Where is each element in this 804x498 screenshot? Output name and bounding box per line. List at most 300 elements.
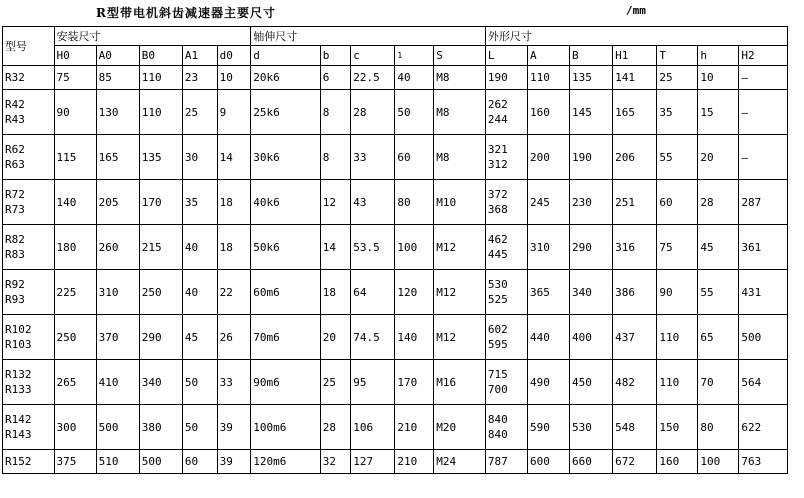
cell-value: 482 bbox=[615, 375, 636, 389]
cell-value: — bbox=[741, 71, 748, 84]
cell-value: 50k6 bbox=[253, 240, 280, 254]
cell-value: 64 bbox=[353, 285, 367, 299]
model-name: R143 bbox=[5, 428, 32, 441]
cell-value: 35 bbox=[659, 105, 673, 119]
value-cell bbox=[613, 450, 657, 474]
value-cell bbox=[739, 66, 788, 90]
cell-value: 28 bbox=[353, 105, 367, 119]
table-row bbox=[3, 66, 788, 90]
cell-value: 85 bbox=[98, 71, 112, 84]
value-cell bbox=[485, 225, 527, 270]
column-header-label: 1 bbox=[397, 51, 403, 60]
cell-value: 310 bbox=[529, 240, 550, 254]
value-cell bbox=[613, 225, 657, 270]
value-cell bbox=[613, 180, 657, 225]
cell-value: 115 bbox=[56, 150, 77, 164]
cell-value: 215 bbox=[141, 240, 162, 254]
value-cell bbox=[320, 315, 351, 360]
column-header: A bbox=[527, 46, 569, 66]
cell-value: 440 bbox=[529, 330, 550, 344]
value-cell bbox=[139, 315, 182, 360]
table-row bbox=[3, 450, 788, 474]
value-cell bbox=[320, 225, 351, 270]
cell-value: 365 bbox=[529, 285, 550, 299]
value-cell bbox=[395, 66, 434, 90]
cell-value: 340 bbox=[572, 285, 592, 299]
model-cell bbox=[3, 360, 55, 405]
cell-value: 25 bbox=[659, 71, 673, 84]
table-row bbox=[3, 90, 788, 135]
value-cell bbox=[320, 66, 351, 90]
cell-value: 45 bbox=[184, 330, 199, 344]
value-cell bbox=[434, 66, 486, 90]
cell-value: 43 bbox=[353, 195, 367, 209]
cell-value: 40k6 bbox=[253, 195, 280, 209]
value-cell bbox=[570, 405, 613, 450]
value-cell bbox=[251, 180, 320, 225]
value-cell bbox=[485, 360, 527, 405]
cell-value: 20k6 bbox=[253, 71, 280, 84]
value-cell bbox=[251, 66, 320, 90]
value-cell bbox=[217, 225, 251, 270]
cell-value: 530 bbox=[572, 420, 592, 434]
value-cell bbox=[657, 270, 698, 315]
value-cell bbox=[351, 270, 395, 315]
value-cell bbox=[527, 360, 569, 405]
value-cell bbox=[139, 90, 182, 135]
value-cell bbox=[251, 360, 320, 405]
value-cell bbox=[251, 450, 320, 474]
value-cell bbox=[217, 315, 251, 360]
column-header-row bbox=[3, 46, 788, 66]
cell-value: 70m6 bbox=[253, 330, 280, 344]
model-name: R72 bbox=[5, 188, 25, 201]
value-cell bbox=[54, 360, 96, 405]
value-cell bbox=[739, 315, 788, 360]
cell-value: 660 bbox=[572, 455, 592, 468]
cell-value: 190 bbox=[572, 150, 592, 164]
value-cell bbox=[54, 180, 96, 225]
cell-value: 290 bbox=[141, 330, 162, 344]
value-cell bbox=[657, 450, 698, 474]
cell-value: 180 bbox=[56, 240, 77, 254]
cell-value: 30 bbox=[184, 150, 199, 164]
cell-value: 602 bbox=[487, 323, 508, 336]
value-cell bbox=[570, 225, 613, 270]
cell-value: M8 bbox=[436, 105, 450, 119]
value-cell bbox=[613, 405, 657, 450]
model-cell bbox=[3, 180, 55, 225]
model-cell bbox=[3, 135, 55, 180]
cell-value: 368 bbox=[487, 203, 508, 216]
cell-value: — bbox=[741, 150, 748, 164]
value-cell bbox=[217, 135, 251, 180]
cell-value: 310 bbox=[98, 285, 119, 299]
cell-value: 26 bbox=[219, 330, 233, 344]
cell-value: 462 bbox=[487, 233, 508, 246]
cell-value: 110 bbox=[141, 71, 162, 84]
cell-value: 564 bbox=[741, 375, 762, 389]
value-cell bbox=[570, 90, 613, 135]
value-cell bbox=[182, 225, 217, 270]
value-cell bbox=[96, 360, 139, 405]
cell-value: 30k6 bbox=[253, 150, 280, 164]
cell-value: M12 bbox=[436, 240, 457, 254]
cell-value: 110 bbox=[659, 375, 680, 389]
value-cell bbox=[570, 315, 613, 360]
cell-value: 500 bbox=[98, 420, 119, 434]
cell-value: 245 bbox=[529, 195, 550, 209]
column-header: H2 bbox=[739, 46, 788, 66]
value-cell bbox=[613, 315, 657, 360]
value-cell bbox=[217, 90, 251, 135]
column-header: L bbox=[485, 46, 527, 66]
value-cell bbox=[182, 66, 217, 90]
cell-value: 840 bbox=[487, 413, 508, 426]
model-cell bbox=[3, 450, 55, 474]
cell-value: 70 bbox=[700, 375, 714, 389]
value-cell bbox=[613, 135, 657, 180]
cell-value: 100 bbox=[700, 455, 721, 468]
value-cell bbox=[434, 180, 486, 225]
value-cell bbox=[698, 180, 739, 225]
value-cell bbox=[96, 66, 139, 90]
value-cell bbox=[739, 270, 788, 315]
value-cell bbox=[217, 450, 251, 474]
value-cell bbox=[485, 405, 527, 450]
value-cell bbox=[217, 66, 251, 90]
value-cell bbox=[395, 405, 434, 450]
value-cell bbox=[698, 360, 739, 405]
model-name: R73 bbox=[5, 203, 25, 216]
value-cell bbox=[570, 180, 613, 225]
value-cell bbox=[351, 135, 395, 180]
model-name: R103 bbox=[5, 338, 32, 351]
cell-value: 6 bbox=[322, 71, 330, 84]
cell-value: 120 bbox=[397, 285, 418, 299]
value-cell bbox=[698, 315, 739, 360]
cell-value: 160 bbox=[659, 455, 680, 468]
value-cell bbox=[96, 270, 139, 315]
value-cell bbox=[54, 225, 96, 270]
cell-value: 90m6 bbox=[253, 375, 280, 389]
value-cell bbox=[139, 270, 182, 315]
column-header: B bbox=[570, 46, 613, 66]
cell-value: 225 bbox=[56, 285, 77, 299]
value-cell bbox=[570, 270, 613, 315]
table-row bbox=[3, 270, 788, 315]
value-cell bbox=[739, 405, 788, 450]
value-cell bbox=[320, 180, 351, 225]
value-cell bbox=[657, 180, 698, 225]
cell-value: 60 bbox=[397, 150, 411, 164]
column-header: T bbox=[657, 46, 698, 66]
column-header: A0 bbox=[96, 46, 139, 66]
value-cell bbox=[395, 270, 434, 315]
value-cell bbox=[139, 135, 182, 180]
cell-value: 135 bbox=[572, 71, 592, 84]
value-cell bbox=[485, 90, 527, 135]
cell-value: 150 bbox=[659, 420, 680, 434]
column-header bbox=[395, 46, 434, 66]
cell-value: 500 bbox=[741, 330, 762, 344]
column-header: d bbox=[251, 46, 320, 66]
cell-value: 340 bbox=[141, 375, 162, 389]
cell-value: 200 bbox=[529, 150, 550, 164]
value-cell bbox=[96, 135, 139, 180]
cell-value: 14 bbox=[322, 240, 336, 254]
cell-value: 35 bbox=[184, 195, 199, 209]
cell-value: 130 bbox=[98, 105, 119, 119]
value-cell bbox=[739, 225, 788, 270]
value-cell bbox=[570, 66, 613, 90]
value-cell bbox=[613, 90, 657, 135]
value-cell bbox=[320, 90, 351, 135]
column-header: d0 bbox=[217, 46, 251, 66]
value-cell bbox=[251, 135, 320, 180]
value-cell bbox=[698, 90, 739, 135]
cell-value: 90 bbox=[659, 285, 673, 299]
cell-value: 700 bbox=[487, 383, 508, 396]
value-cell bbox=[739, 180, 788, 225]
cell-value: 262 bbox=[487, 98, 508, 111]
cell-value: 8 bbox=[322, 150, 330, 164]
value-cell bbox=[320, 405, 351, 450]
cell-value: 10 bbox=[700, 71, 714, 84]
cell-value: 210 bbox=[397, 455, 418, 468]
cell-value: 510 bbox=[98, 455, 119, 468]
cell-value: 160 bbox=[529, 105, 550, 119]
cell-value: 50 bbox=[184, 375, 199, 389]
cell-value: 300 bbox=[56, 420, 77, 434]
cell-value: 140 bbox=[56, 195, 77, 209]
cell-value: 321 bbox=[487, 143, 508, 156]
cell-value: 28 bbox=[322, 420, 336, 434]
value-cell bbox=[527, 315, 569, 360]
value-cell bbox=[217, 360, 251, 405]
cell-value: 33 bbox=[219, 375, 233, 389]
model-cell bbox=[3, 270, 55, 315]
group-header-outline: 外形尺寸 bbox=[485, 27, 787, 46]
cell-value: 95 bbox=[353, 375, 367, 389]
group-header-row bbox=[3, 27, 788, 46]
cell-value: 431 bbox=[741, 285, 762, 299]
model-name: R82 bbox=[5, 233, 25, 246]
cell-value: 437 bbox=[615, 330, 636, 344]
column-header: H0 bbox=[54, 46, 96, 66]
value-cell bbox=[182, 315, 217, 360]
value-cell bbox=[320, 135, 351, 180]
value-cell bbox=[739, 360, 788, 405]
value-cell bbox=[657, 66, 698, 90]
cell-value: 80 bbox=[397, 195, 411, 209]
value-cell bbox=[485, 135, 527, 180]
cell-value: 165 bbox=[98, 150, 119, 164]
cell-value: M10 bbox=[436, 195, 457, 209]
model-name: R42 bbox=[5, 98, 25, 111]
cell-value: 40 bbox=[184, 285, 199, 299]
model-name: R83 bbox=[5, 248, 25, 261]
value-cell bbox=[182, 135, 217, 180]
value-cell bbox=[251, 90, 320, 135]
cell-value: 20 bbox=[700, 150, 714, 164]
cell-value: 8 bbox=[322, 105, 330, 119]
column-header: b bbox=[320, 46, 351, 66]
cell-value: 75 bbox=[56, 71, 70, 84]
value-cell bbox=[182, 360, 217, 405]
value-cell bbox=[434, 90, 486, 135]
cell-value: 375 bbox=[56, 455, 77, 468]
value-cell bbox=[139, 225, 182, 270]
table-row bbox=[3, 405, 788, 450]
cell-value: 75 bbox=[659, 240, 673, 254]
value-cell bbox=[527, 90, 569, 135]
value-cell bbox=[657, 135, 698, 180]
value-cell bbox=[351, 90, 395, 135]
cell-value: 32 bbox=[322, 455, 336, 468]
cell-value: 372 bbox=[487, 188, 508, 201]
cell-value: 312 bbox=[487, 158, 508, 171]
cell-value: 250 bbox=[141, 285, 162, 299]
cell-value: 18 bbox=[322, 285, 336, 299]
cell-value: 250 bbox=[56, 330, 77, 344]
value-cell bbox=[351, 360, 395, 405]
column-header: S bbox=[434, 46, 486, 66]
model-name: R142 bbox=[5, 413, 32, 426]
value-cell bbox=[395, 180, 434, 225]
value-cell bbox=[139, 405, 182, 450]
value-cell bbox=[485, 450, 527, 474]
cell-value: 45 bbox=[700, 240, 714, 254]
cell-value: 110 bbox=[529, 71, 550, 84]
value-cell bbox=[351, 66, 395, 90]
cell-value: 14 bbox=[219, 150, 233, 164]
column-header: c bbox=[351, 46, 395, 66]
value-cell bbox=[182, 180, 217, 225]
value-cell bbox=[395, 360, 434, 405]
cell-value: 50 bbox=[397, 105, 411, 119]
group-header-install: 安装尺寸 bbox=[54, 27, 251, 46]
value-cell bbox=[96, 450, 139, 474]
value-cell bbox=[96, 405, 139, 450]
cell-value: 40 bbox=[184, 240, 199, 254]
cell-value: 25k6 bbox=[253, 105, 280, 119]
value-cell bbox=[395, 90, 434, 135]
value-cell bbox=[395, 450, 434, 474]
column-header: B0 bbox=[139, 46, 182, 66]
cell-value: 9 bbox=[219, 105, 227, 119]
value-cell bbox=[54, 450, 96, 474]
cell-value: 55 bbox=[700, 285, 714, 299]
value-cell bbox=[657, 405, 698, 450]
value-cell bbox=[739, 135, 788, 180]
cell-value: 22 bbox=[219, 285, 233, 299]
cell-value: 80 bbox=[700, 420, 714, 434]
cell-value: 590 bbox=[529, 420, 550, 434]
value-cell bbox=[251, 405, 320, 450]
cell-value: 10 bbox=[219, 71, 233, 84]
model-name: R93 bbox=[5, 293, 25, 306]
cell-value: 265 bbox=[56, 375, 77, 389]
value-cell bbox=[739, 90, 788, 135]
cell-value: 316 bbox=[615, 240, 636, 254]
model-cell bbox=[3, 405, 55, 450]
table-row bbox=[3, 180, 788, 225]
cell-value: M24 bbox=[436, 455, 457, 468]
table-row bbox=[3, 360, 788, 405]
column-header: H1 bbox=[613, 46, 657, 66]
cell-value: 33 bbox=[353, 150, 367, 164]
cell-value: 380 bbox=[141, 420, 162, 434]
cell-value: 25 bbox=[184, 105, 199, 119]
value-cell bbox=[527, 405, 569, 450]
value-cell bbox=[739, 450, 788, 474]
cell-value: 165 bbox=[615, 105, 636, 119]
cell-value: 60 bbox=[184, 455, 199, 468]
value-cell bbox=[217, 405, 251, 450]
cell-value: 100m6 bbox=[253, 420, 287, 434]
value-cell bbox=[434, 405, 486, 450]
value-cell bbox=[217, 270, 251, 315]
value-cell bbox=[395, 135, 434, 180]
model-name: R63 bbox=[5, 158, 25, 171]
cell-value: M16 bbox=[436, 375, 457, 389]
value-cell bbox=[251, 270, 320, 315]
cell-value: 106 bbox=[353, 420, 374, 434]
model-name: R92 bbox=[5, 278, 25, 291]
cell-value: 39 bbox=[219, 420, 233, 434]
cell-value: 600 bbox=[529, 455, 550, 468]
cell-value: 622 bbox=[741, 420, 762, 434]
value-cell bbox=[698, 135, 739, 180]
cell-value: 110 bbox=[659, 330, 680, 344]
cell-value: 145 bbox=[572, 105, 592, 119]
model-column-header: 型号 bbox=[3, 27, 55, 66]
cell-value: 370 bbox=[98, 330, 119, 344]
value-cell bbox=[657, 360, 698, 405]
cell-value: 170 bbox=[141, 195, 162, 209]
group-header-shaft: 轴伸尺寸 bbox=[251, 27, 486, 46]
cell-value: 548 bbox=[615, 420, 636, 434]
value-cell bbox=[96, 225, 139, 270]
cell-value: 20 bbox=[322, 330, 336, 344]
value-cell bbox=[698, 405, 739, 450]
value-cell bbox=[351, 450, 395, 474]
cell-value: 22.5 bbox=[353, 71, 380, 84]
value-cell bbox=[182, 405, 217, 450]
value-cell bbox=[527, 66, 569, 90]
model-name: R32 bbox=[5, 71, 25, 84]
value-cell bbox=[54, 90, 96, 135]
value-cell bbox=[485, 270, 527, 315]
value-cell bbox=[139, 450, 182, 474]
value-cell bbox=[434, 135, 486, 180]
cell-value: 18 bbox=[219, 195, 233, 209]
cell-value: 763 bbox=[741, 455, 762, 468]
model-name: R102 bbox=[5, 323, 32, 336]
value-cell bbox=[320, 360, 351, 405]
cell-value: 60m6 bbox=[253, 285, 280, 299]
value-cell bbox=[485, 180, 527, 225]
cell-value: 18 bbox=[219, 240, 233, 254]
value-cell bbox=[434, 360, 486, 405]
value-cell bbox=[613, 360, 657, 405]
cell-value: 290 bbox=[572, 240, 592, 254]
cell-value: 190 bbox=[487, 71, 508, 84]
cell-value: 210 bbox=[397, 420, 418, 434]
cell-value: 244 bbox=[487, 113, 508, 126]
cell-value: 205 bbox=[98, 195, 119, 209]
